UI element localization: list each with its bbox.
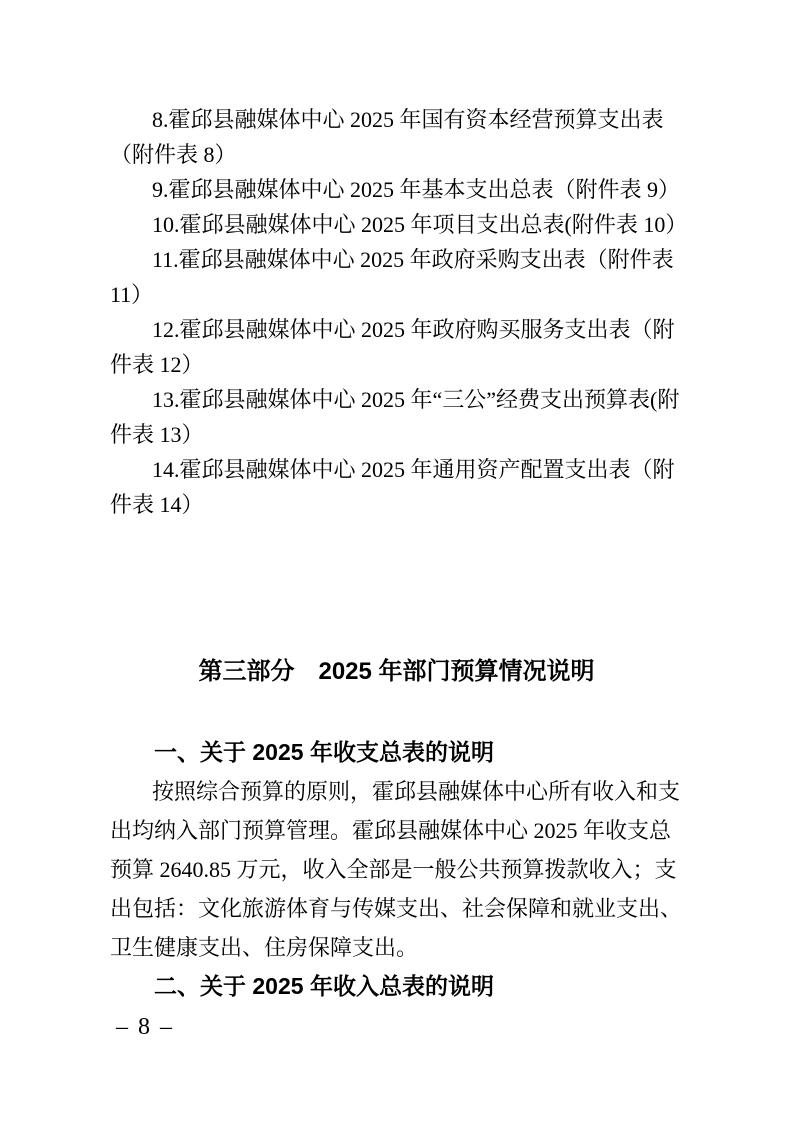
section2-heading: 二、关于 2025 年收入总表的说明 [154, 973, 494, 999]
attachment-item-12-line-1: 12.霍邱县融媒体中心 2025 年政府购买服务支出表（附 [152, 317, 675, 342]
attachment-item-14-line-1: 14.霍邱县融媒体中心 2025 年通用资产配置支出表（附 [152, 457, 675, 482]
attachment-item-11-line-2: 11） [110, 282, 154, 307]
attachment-item-8-line-2: （附件表 8） [110, 142, 237, 167]
attachment-item-14-line-2: 件表 14） [110, 492, 204, 517]
section1-paragraph-line-5: 卫生健康支出、住房保障支出。 [110, 935, 419, 960]
part3-heading: 第三部分 2025 年部门预算情况说明 [198, 658, 595, 685]
attachment-item-8-line-1: 8.霍邱县融媒体中心 2025 年国有资本经营预算支出表 [152, 107, 664, 132]
budget-explanation-block [110, 733, 694, 1006]
section1-paragraph-line-2: 出均纳入部门预算管理。霍邱县融媒体中心 2025 年收支总 [110, 818, 672, 843]
attachment-item-13-line-1: 13.霍邱县融媒体中心 2025 年“三公”经费支出预算表(附 [152, 387, 680, 412]
section1-paragraph-line-4: 出包括：文化旅游体育与传媒支出、社会保障和就业支出、 [110, 896, 683, 921]
page-number: – 8 – [116, 1014, 174, 1040]
attachment-item-10: 10.霍邱县融媒体中心 2025 年项目支出总表(附件表 10） [152, 212, 688, 237]
attachment-table-list [110, 102, 694, 522]
attachment-item-9: 9.霍邱县融媒体中心 2025 年基本支出总表（附件表 9） [152, 177, 681, 202]
attachment-item-13-line-2: 件表 13） [110, 422, 204, 447]
section1-heading: 一、关于 2025 年收支总表的说明 [154, 739, 494, 765]
section1-paragraph-line-3: 预算 2640.85 万元，收入全部是一般公共预算拨款收入；支 [110, 857, 677, 882]
attachment-item-12-line-2: 件表 12） [110, 352, 204, 377]
attachment-item-11-line-1: 11.霍邱县融媒体中心 2025 年政府采购支出表（附件表 [152, 247, 674, 272]
section1-paragraph-line-1: 按照综合预算的原则，霍邱县融媒体中心所有收入和支 [152, 779, 681, 804]
